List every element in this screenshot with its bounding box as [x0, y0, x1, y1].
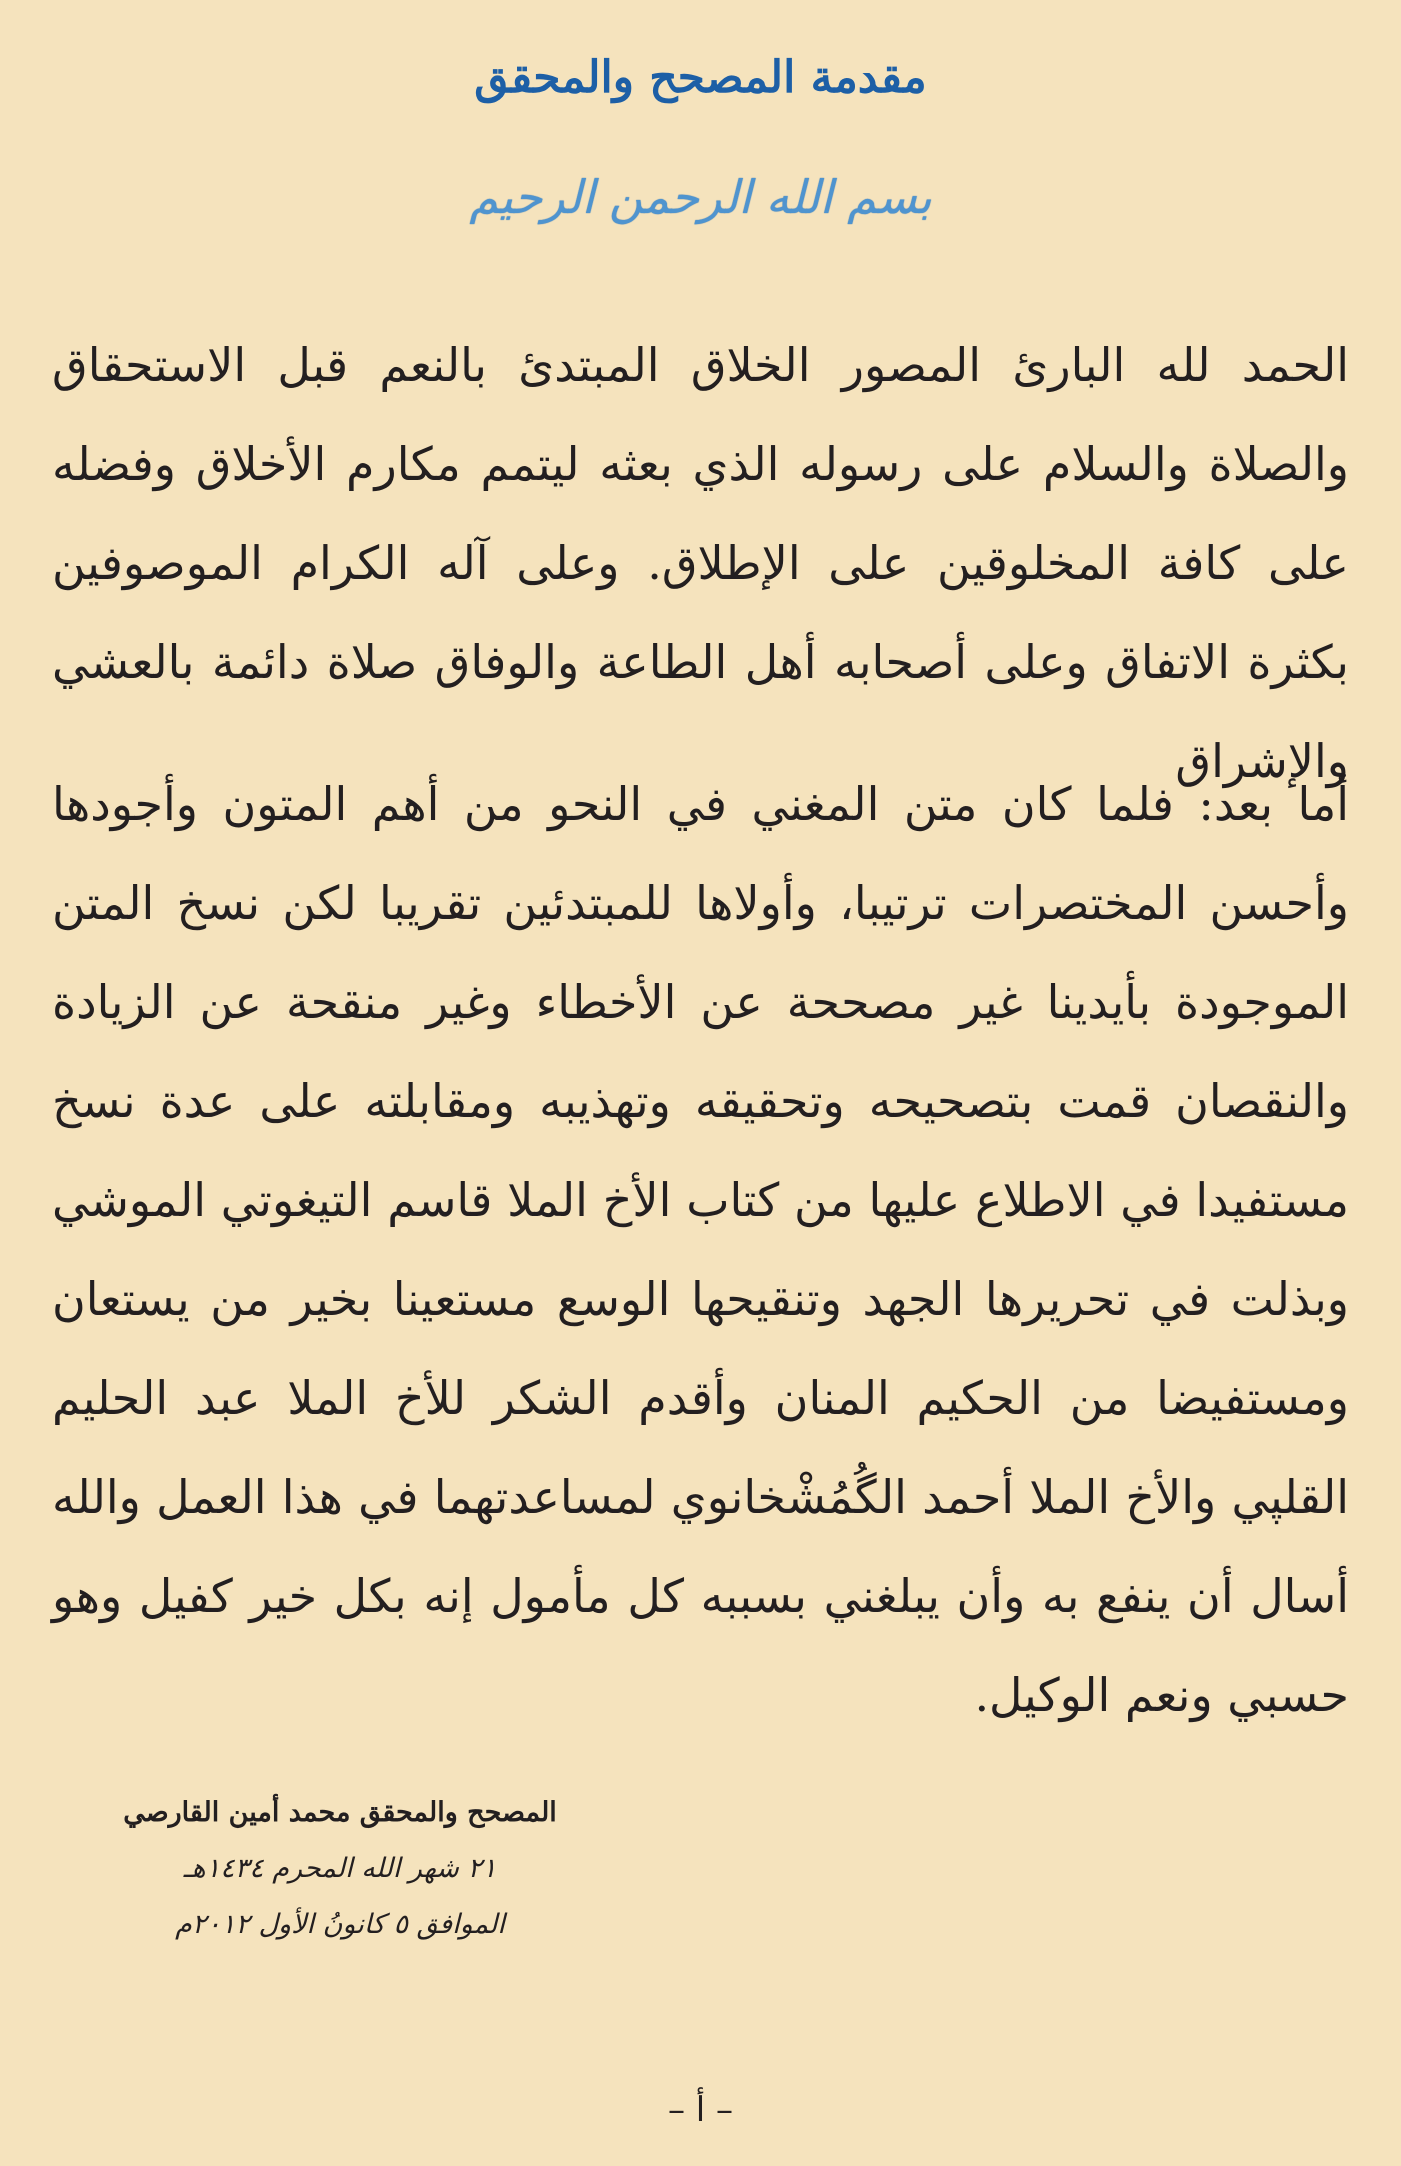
- signature-name: المصحح والمحقق محمد أمين القارصي: [123, 1797, 557, 1828]
- page-title: مقدمة المصحح والمحقق: [474, 52, 927, 103]
- signature-block: [80, 1785, 600, 1953]
- signature-gregorian-date: الموافق ٥ كانونُ الأول ٢٠١٢م: [175, 1909, 505, 1940]
- paragraph-main: أما بعد: فلما كان متن المغني في النحو من أهم المتون وأجودها وأحسن المختصرات ترتيبا، وأولاها للمبتدئين تقريبا لكن نسخ المتن الموجودة بأيدينا غير مصححة عن الأخطاء وغير منقحة عن الزيادة والنقصان قمت بتصحيحه وتحقيقه وتهذيبه ومقابلته على عدة نسخ مستفيدا في الاطلاع عليها من كتاب الأخ الملا قاسم التيغوتي الموشي وبذلت في تحريرها الجهد وتنقيحها الوسع مستعينا بخير من يستعان ومستفيضا من الحكيم المنان وأقدم الشكر للأخ الملا عبد الحليم القلپي والأخ الملا أحمد الگُمُشْخانوي لمساعدتهما في هذا العمل والله أسال أن ينفع به وأن يبلغني بسببه كل مأمول إنه بكل خير كفيل وهو حسبي ونعم الوكيل.: [52, 777, 1349, 1722]
- signature-hijri-date: ٢١ شهر الله المحرم ١٤٣٤هـ: [183, 1853, 497, 1884]
- paragraph-praise: الحمد لله البارئ المصور الخلاق المبتدئ بالنعم قبل الاستحقاق والصلاة والسلام على رسوله الذي بعثه ليتمم مكارم الأخلاق وفضله على كافة المخلوقين على الإطلاق. وعلى آله الكرام الموصوفين بكثرة الاتفاق وعلى أصحابه أهل الطاعة والوفاق صلاة دائمة بالعشي والإشراق: [52, 338, 1349, 788]
- page-number: – أ –: [667, 2090, 734, 2130]
- basmala-calligraphy: بسم الله الرحمن الرحيم: [469, 170, 932, 224]
